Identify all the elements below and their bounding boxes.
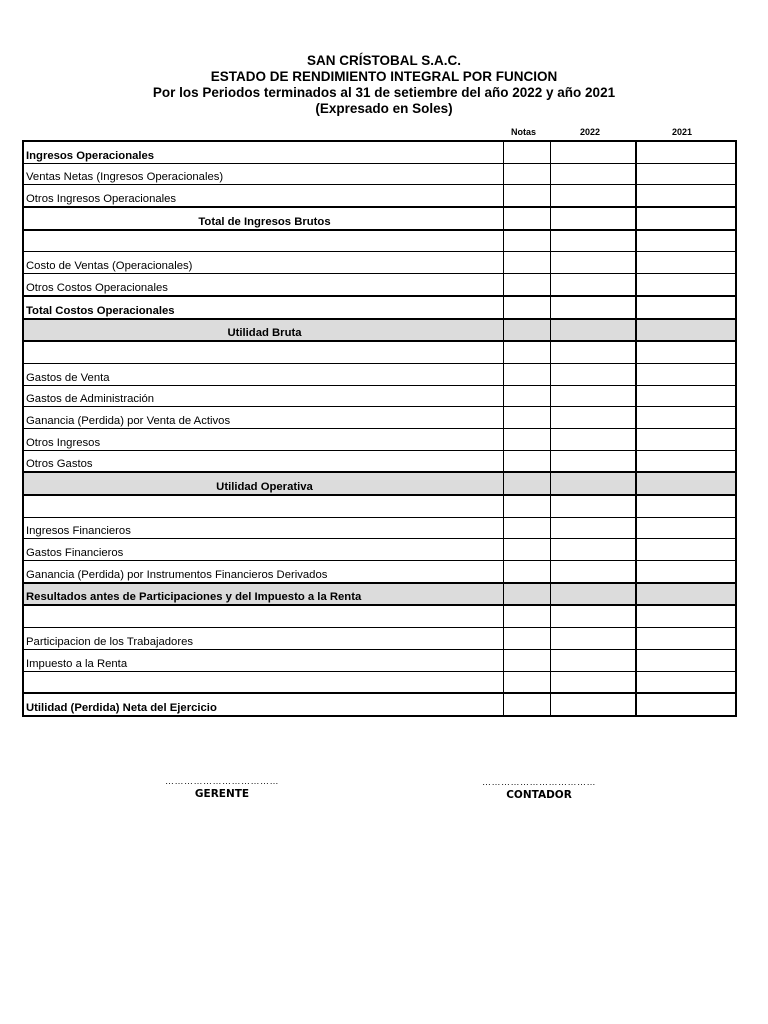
notas-cell xyxy=(504,363,551,385)
value-2021-cell xyxy=(636,407,736,429)
notas-cell xyxy=(504,671,551,693)
notas-cell xyxy=(504,472,551,495)
value-2021-cell xyxy=(636,517,736,539)
table-row xyxy=(23,628,736,650)
value-2021-cell xyxy=(636,163,736,185)
value-2021-cell xyxy=(636,605,736,627)
notas-cell xyxy=(504,296,551,319)
table-row xyxy=(23,163,736,185)
value-2021-cell xyxy=(636,693,736,716)
row-label: Participacion de los Trabajadores xyxy=(23,628,504,650)
value-2021-cell xyxy=(636,385,736,407)
notas-cell xyxy=(504,407,551,429)
value-2021-cell xyxy=(636,472,736,495)
notas-cell xyxy=(504,185,551,207)
value-2022-cell xyxy=(551,649,637,671)
table-row xyxy=(23,141,736,163)
row-label: Utilidad Bruta xyxy=(23,319,504,342)
value-2022-cell xyxy=(551,605,637,627)
row-label: Otros Gastos xyxy=(23,450,504,472)
notas-cell xyxy=(504,583,551,606)
row-label: Ganancia (Perdida) por Instrumentos Financieros Derivados xyxy=(23,561,504,583)
column-header-2022: 2022 xyxy=(579,127,601,137)
row-label: Impuesto a la Renta xyxy=(23,649,504,671)
value-2022-cell xyxy=(551,428,637,450)
value-2022-cell xyxy=(551,385,637,407)
value-2022-cell xyxy=(551,296,637,319)
table-row xyxy=(23,341,736,363)
value-2021-cell xyxy=(636,274,736,296)
row-label: Ventas Netas (Ingresos Operacionales) xyxy=(23,163,504,185)
notas-cell xyxy=(504,428,551,450)
row-label: Total Costos Operacionales xyxy=(23,296,504,319)
value-2022-cell xyxy=(551,163,637,185)
table-row xyxy=(23,517,736,539)
notas-cell xyxy=(504,693,551,716)
notas-cell xyxy=(504,341,551,363)
value-2021-cell xyxy=(636,539,736,561)
row-label: Ganancia (Perdida) por Venta de Activos xyxy=(23,407,504,429)
signature-role-contador: CONTADOR xyxy=(506,789,572,801)
value-2021-cell xyxy=(636,649,736,671)
value-2021-cell xyxy=(636,185,736,207)
row-label xyxy=(23,230,504,252)
row-label: Otros Ingresos Operacionales xyxy=(23,185,504,207)
value-2022-cell xyxy=(551,207,637,230)
value-2021-cell xyxy=(636,671,736,693)
row-label: Gastos Financieros xyxy=(23,539,504,561)
row-label: Ingresos Operacionales xyxy=(23,141,504,163)
value-2021-cell xyxy=(636,230,736,252)
table-row xyxy=(23,207,736,230)
value-2022-cell xyxy=(551,141,637,163)
table-row xyxy=(23,296,736,319)
row-label: Utilidad Operativa xyxy=(23,472,504,495)
row-label: Gastos de Venta xyxy=(23,363,504,385)
statement-title: ESTADO DE RENDIMIENTO INTEGRAL POR FUNCION xyxy=(210,69,558,84)
signature-role-gerente: GERENTE xyxy=(194,788,250,800)
row-label: Gastos de Administración xyxy=(23,385,504,407)
row-label xyxy=(23,605,504,627)
table-row xyxy=(23,561,736,583)
column-header-notas: Notas xyxy=(510,127,536,137)
value-2022-cell xyxy=(551,341,637,363)
value-2022-cell xyxy=(551,319,637,342)
notas-cell xyxy=(504,628,551,650)
value-2021-cell xyxy=(636,141,736,163)
signature-line: ……………………………… xyxy=(165,777,279,786)
row-label: Total de Ingresos Brutos xyxy=(23,207,504,230)
signature-gerente xyxy=(152,777,292,800)
value-2022-cell xyxy=(551,671,637,693)
table-row xyxy=(23,252,736,274)
row-label: Otros Costos Operacionales xyxy=(23,274,504,296)
value-2022-cell xyxy=(551,274,637,296)
value-2022-cell xyxy=(551,517,637,539)
value-2021-cell xyxy=(636,341,736,363)
notas-cell xyxy=(504,517,551,539)
signature-line: ……………………………… xyxy=(482,778,596,787)
value-2022-cell xyxy=(551,185,637,207)
row-label: Costo de Ventas (Operacionales) xyxy=(23,252,504,274)
notas-cell xyxy=(504,141,551,163)
row-label: Otros Ingresos xyxy=(23,428,504,450)
value-2021-cell xyxy=(636,495,736,517)
table-row xyxy=(23,385,736,407)
value-2021-cell xyxy=(636,363,736,385)
table-row xyxy=(23,319,736,342)
notas-cell xyxy=(504,274,551,296)
row-label xyxy=(23,341,504,363)
notas-cell xyxy=(504,163,551,185)
table-row xyxy=(23,363,736,385)
value-2022-cell xyxy=(551,407,637,429)
table-row xyxy=(23,605,736,627)
value-2022-cell xyxy=(551,561,637,583)
table-row xyxy=(23,450,736,472)
value-2021-cell xyxy=(636,207,736,230)
value-2022-cell xyxy=(551,363,637,385)
table-row xyxy=(23,693,736,716)
table-row xyxy=(23,495,736,517)
notas-cell xyxy=(504,495,551,517)
value-2022-cell xyxy=(551,495,637,517)
value-2022-cell xyxy=(551,628,637,650)
notas-cell xyxy=(504,207,551,230)
statement-period: Por los Periodos terminados al 31 de setiembre del año 2022 y año 2021 xyxy=(152,85,616,100)
notas-cell xyxy=(504,385,551,407)
value-2021-cell xyxy=(636,319,736,342)
table-row xyxy=(23,407,736,429)
value-2022-cell xyxy=(551,252,637,274)
value-2021-cell xyxy=(636,450,736,472)
value-2022-cell xyxy=(551,450,637,472)
notas-cell xyxy=(504,450,551,472)
value-2022-cell xyxy=(551,539,637,561)
table-row xyxy=(23,472,736,495)
row-label: Resultados antes de Participaciones y del Impuesto a la Renta xyxy=(23,583,504,606)
currency-note: (Expresado en Soles) xyxy=(315,101,453,116)
table-row xyxy=(23,583,736,606)
row-label xyxy=(23,671,504,693)
table-row xyxy=(23,185,736,207)
value-2022-cell xyxy=(551,583,637,606)
table-row xyxy=(23,230,736,252)
row-label xyxy=(23,495,504,517)
value-2022-cell xyxy=(551,230,637,252)
value-2021-cell xyxy=(636,561,736,583)
value-2021-cell xyxy=(636,628,736,650)
table-row xyxy=(23,539,736,561)
signature-contador xyxy=(469,778,609,801)
value-2021-cell xyxy=(636,296,736,319)
value-2022-cell xyxy=(551,693,637,716)
row-label: Utilidad (Perdida) Neta del Ejercicio xyxy=(23,693,504,716)
value-2021-cell xyxy=(636,252,736,274)
notas-cell xyxy=(504,605,551,627)
table-row xyxy=(23,649,736,671)
table-row xyxy=(23,671,736,693)
value-2021-cell xyxy=(636,583,736,606)
value-2022-cell xyxy=(551,472,637,495)
notas-cell xyxy=(504,252,551,274)
column-header-2021: 2021 xyxy=(671,127,693,137)
notas-cell xyxy=(504,319,551,342)
notas-cell xyxy=(504,539,551,561)
table-row xyxy=(23,274,736,296)
company-name: SAN CRÍSTOBAL S.A.C. xyxy=(306,53,462,68)
statement-header xyxy=(0,53,768,117)
column-headers xyxy=(0,127,768,139)
value-2021-cell xyxy=(636,428,736,450)
notas-cell xyxy=(504,649,551,671)
notas-cell xyxy=(504,561,551,583)
table-row xyxy=(23,428,736,450)
row-label: Ingresos Financieros xyxy=(23,517,504,539)
notas-cell xyxy=(504,230,551,252)
income-statement-table xyxy=(22,140,737,717)
